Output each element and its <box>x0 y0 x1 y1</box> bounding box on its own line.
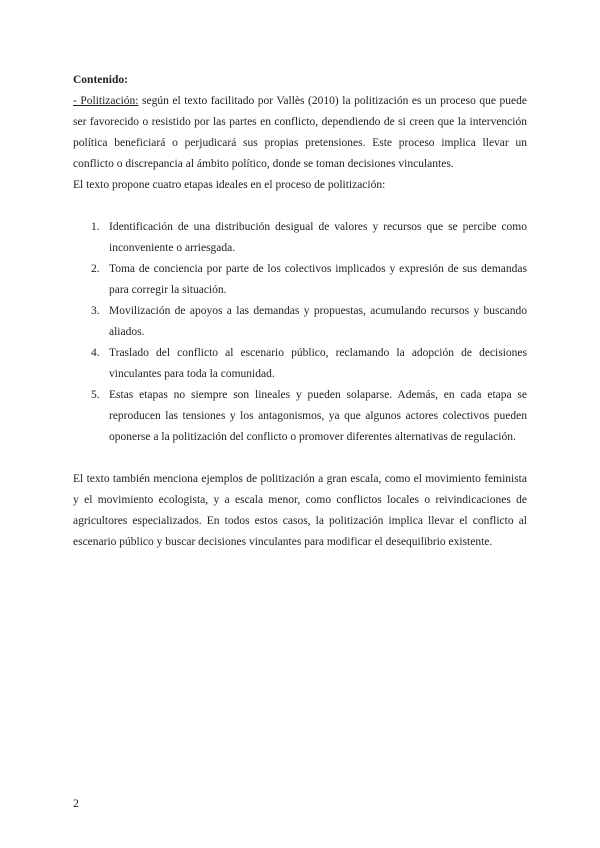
list-item <box>73 217 527 259</box>
spacer <box>73 196 527 217</box>
page-number: 2 <box>73 796 79 810</box>
section-heading: Contenido: <box>73 74 128 86</box>
list-item-number: 3. <box>91 305 100 317</box>
intro-text: según el texto facilitado por Vallès (2010) la politización es un proceso que puede ser favorecido o resistido por las partes en conflicto, dependiendo de si creen que la intervención política beneficiará o perjudicará sus propias pretensiones. Este proceso implica llevar un conflicto o discrepancia al ámbito político, donde se toman decisiones vinculantes. <box>73 95 527 170</box>
list-item-number: 1. <box>91 221 100 233</box>
list-item-number: 2. <box>91 263 100 275</box>
list-item <box>73 301 527 343</box>
list-item-text: Toma de conciencia por parte de los colectivos implicados y expresión de sus demandas para corregir la situación. <box>109 263 527 296</box>
list-item-number: 4. <box>91 347 100 359</box>
intro-paragraph <box>73 91 527 175</box>
list-item-text: Identificación de una distribución desigual de valores y recursos que se percibe como inconveniente o arriesgada. <box>109 221 527 254</box>
stages-intro: El texto propone cuatro etapas ideales en el proceso de politización: <box>73 179 386 191</box>
document-body <box>73 70 527 565</box>
list-item <box>73 343 527 385</box>
list-item-number: 5. <box>91 389 100 401</box>
list-item <box>73 259 527 301</box>
list-item-text: Traslado del conflicto al escenario público, reclamando la adopción de decisiones vinculantes para toda la comunidad. <box>109 347 527 380</box>
list-item-text: Estas etapas no siempre son lineales y pueden solaparse. Además, en cada etapa se reproducen las tensiones y los antagonismos, ya que algunos actores colectivos pueden oponerse a la politización del conflicto o promover diferentes alternativas de regulación. <box>109 389 527 443</box>
list-item <box>73 385 527 448</box>
politization-term: - Politización: <box>73 95 139 107</box>
stages-list <box>73 217 527 448</box>
closing-paragraph: El texto también menciona ejemplos de politización a gran escala, como el movimiento feminista y el movimiento ecologista, y a escala menor, como conflictos locales o reivindicaciones de agricultores especializados. En todos estos casos, la politización implica llevar el conflicto al escenario público y buscar decisiones vinculantes para modificar el desequilibrio existente. <box>73 473 527 548</box>
list-item-text: Movilización de apoyos a las demandas y propuestas, acumulando recursos y buscando aliados. <box>109 305 527 338</box>
